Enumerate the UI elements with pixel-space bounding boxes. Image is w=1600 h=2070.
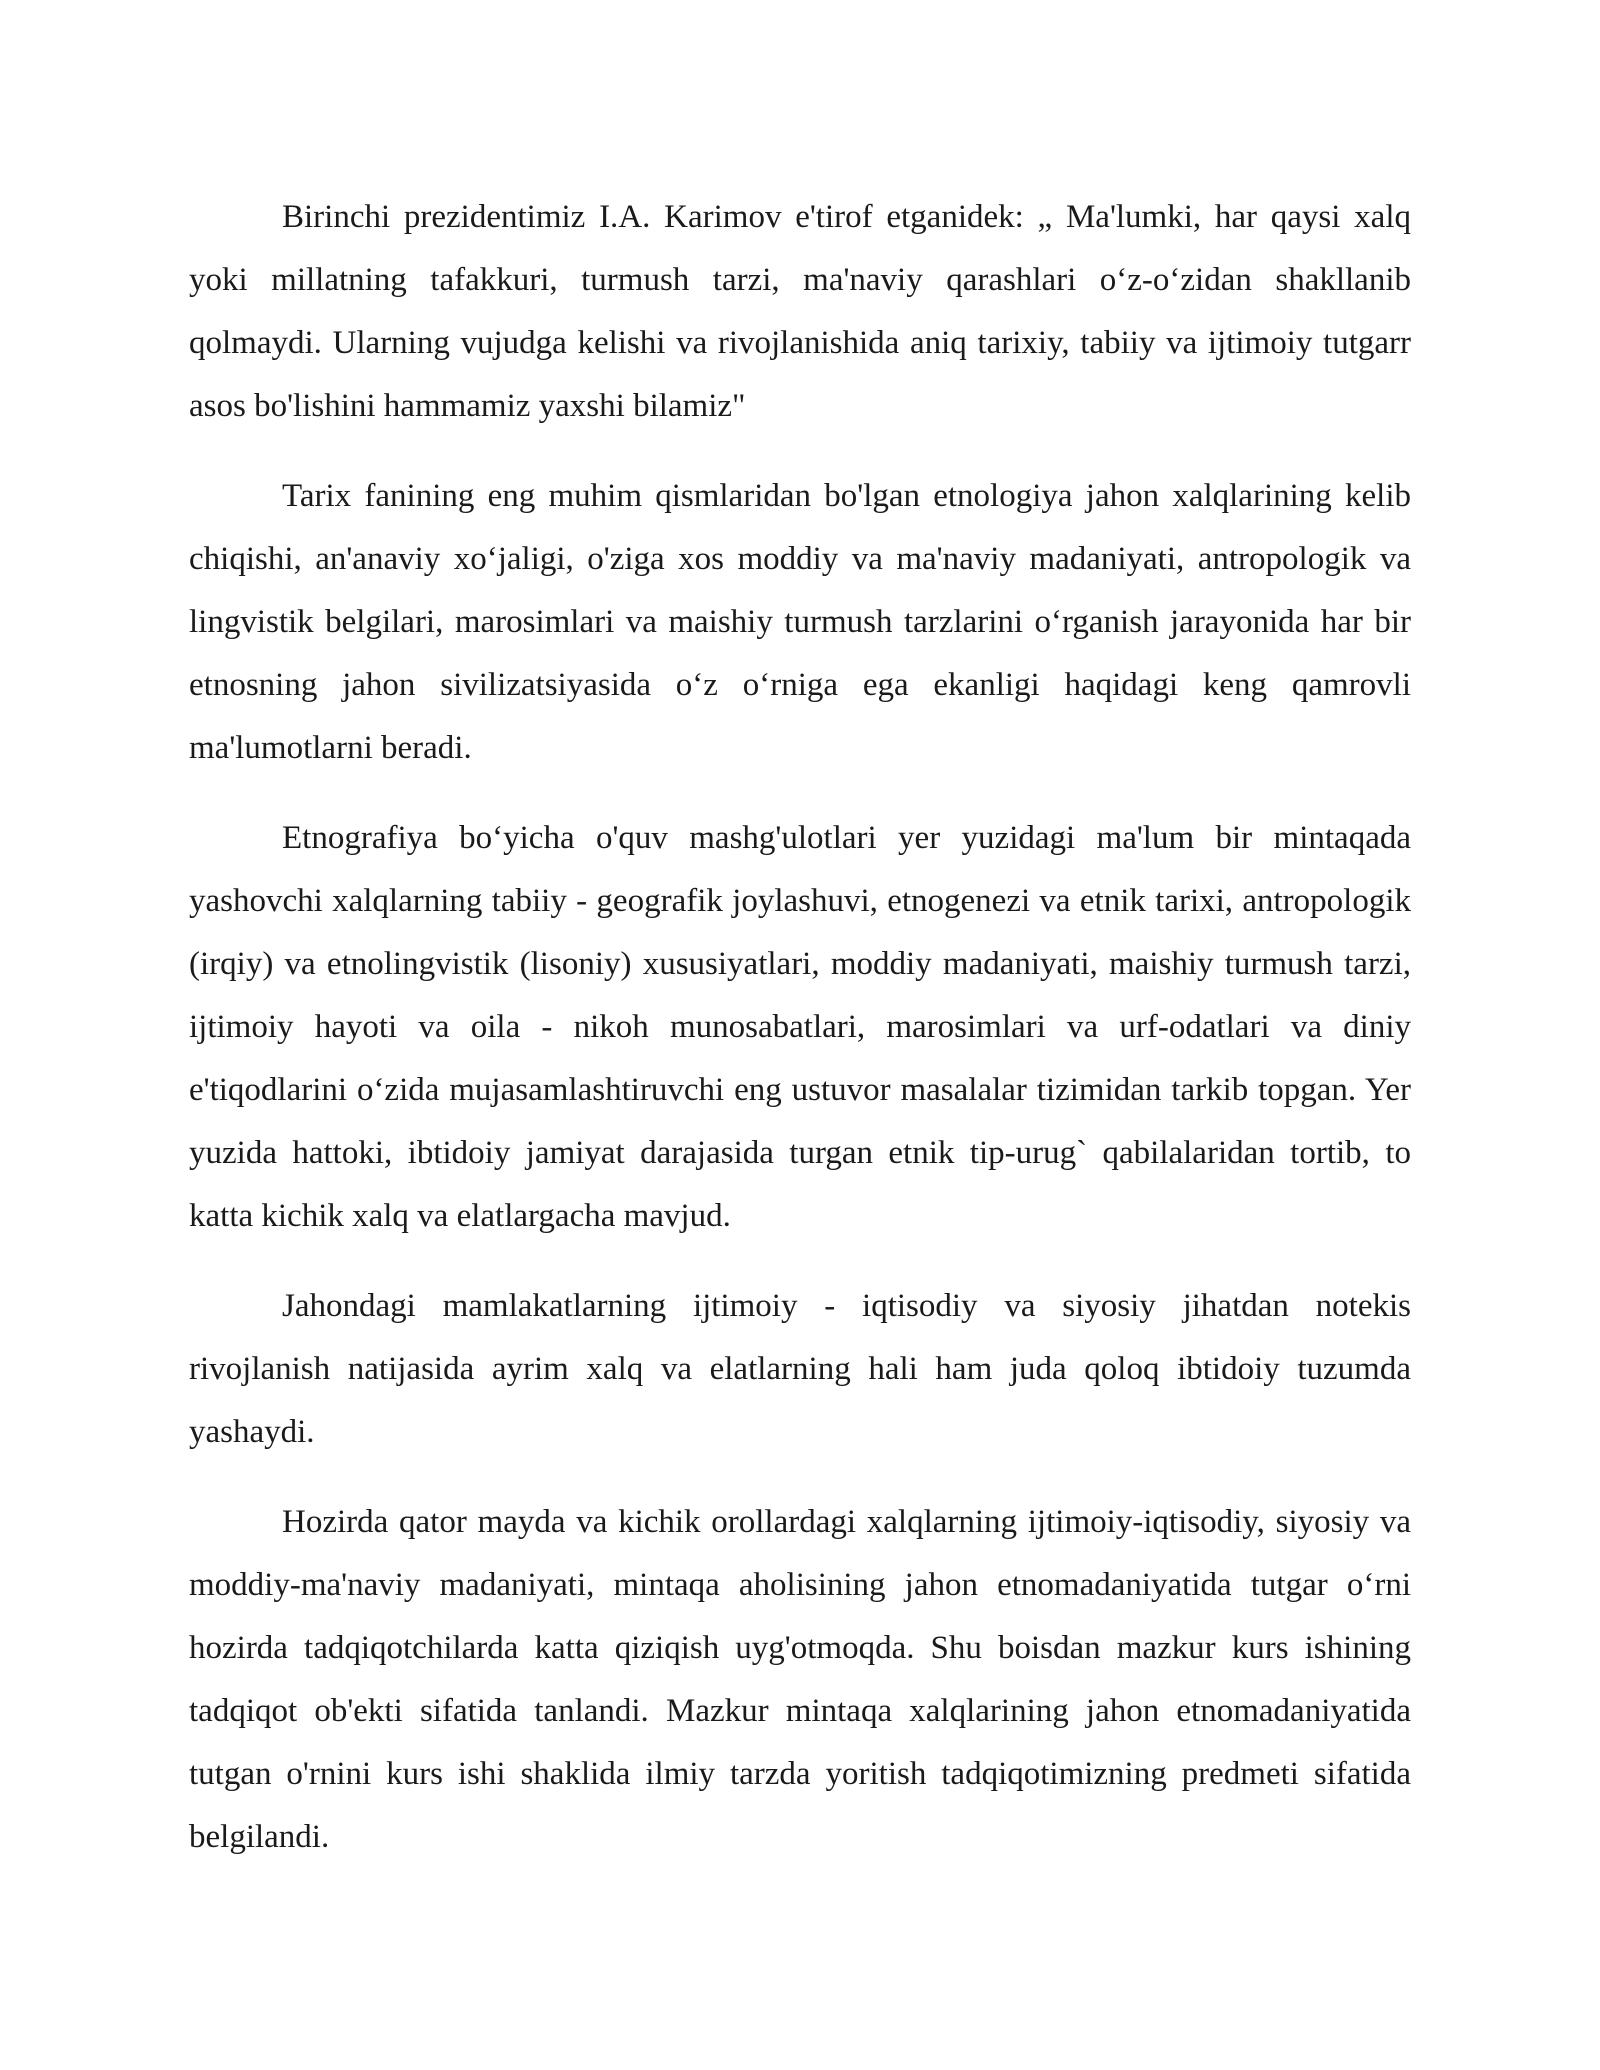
paragraph-4: Jahondagi mamlakatlarning ijtimoiy - iqtisodiy va siyosiy jihatdan notekis rivojlanish natijasida ayrim xalq va elatlarning hali ham juda qoloq ibtidoiy tuzumda yashaydi. [189, 1288, 1411, 1450]
paragraph-2: Tarix fanining eng muhim qismlaridan bo'lgan etnologiya jahon xalqlarining kelib chiqishi, an'anaviy xo‘jaligi, o'ziga xos moddiy va ma'naviy madaniyati, antropologik va lingvistik belgilari, marosimlari va maishiy turmush tarzlarini o‘rganish jarayonida har bir etnosning jahon sivilizatsiyasida o‘z o‘rniga ega ekanligi haqidagi keng qamrovli ma'lumotlarni beradi. [189, 478, 1411, 766]
document-body [189, 186, 1411, 1896]
paragraph-1: Birinchi prezidentimiz I.A. Karimov e'tirof etganidek: „ Ma'lumki, har qaysi xalq yoki millatning tafakkuri, turmush tarzi, ma'naviy qarashlari o‘z-o‘zidan shakllanib qolmaydi. Ularning vujudga kelishi va rivojlanishida aniq tarixiy, tabiiy va ijtimoiy tutgarr asos bo'lishini hammamiz yaxshi bilamiz" [189, 199, 1411, 424]
paragraph-5: Hozirda qator mayda va kichik orollardagi xalqlarning ijtimoiy-iqtisodiy, siyosiy va moddiy-ma'naviy madaniyati, mintaqa aholisining jahon etnomadaniyatida tutgar o‘rni hozirda tadqiqotchilarda katta qiziqish uyg'otmoqda. Shu boisdan mazkur kurs ishining tadqiqot ob'ekti sifatida tanlandi. Mazkur mintaqa xalqlarining jahon etnomadaniyatida tutgan o'rnini kurs ishi shaklida ilmiy tarzda yoritish tadqiqotimizning predmeti sifatida belgilandi. [189, 1504, 1411, 1855]
paragraph-3: Etnografiya bo‘yicha o'quv mashg'ulotlari yer yuzidagi ma'lum bir mintaqada yashovchi xalqlarning tabiiy - geografik joylashuvi, etnogenezi va etnik tarixi, antropologik (irqiy) va etnolingvistik (lisoniy) xususiyatlari, moddiy madaniyati, maishiy turmush tarzi, ijtimoiy hayoti va oila - nikoh munosabatlari, marosimlari va urf-odatlari va diniy e'tiqodlarini o‘zida mujasamlashtiruvchi eng ustuvor masalalar tizimidan tarkib topgan. Yer yuzida hattoki, ibtidoiy jamiyat darajasida turgan etnik tip-urug` qabilalaridan tortib, to katta kichik xalq va elatlargacha mavjud. [189, 820, 1411, 1234]
